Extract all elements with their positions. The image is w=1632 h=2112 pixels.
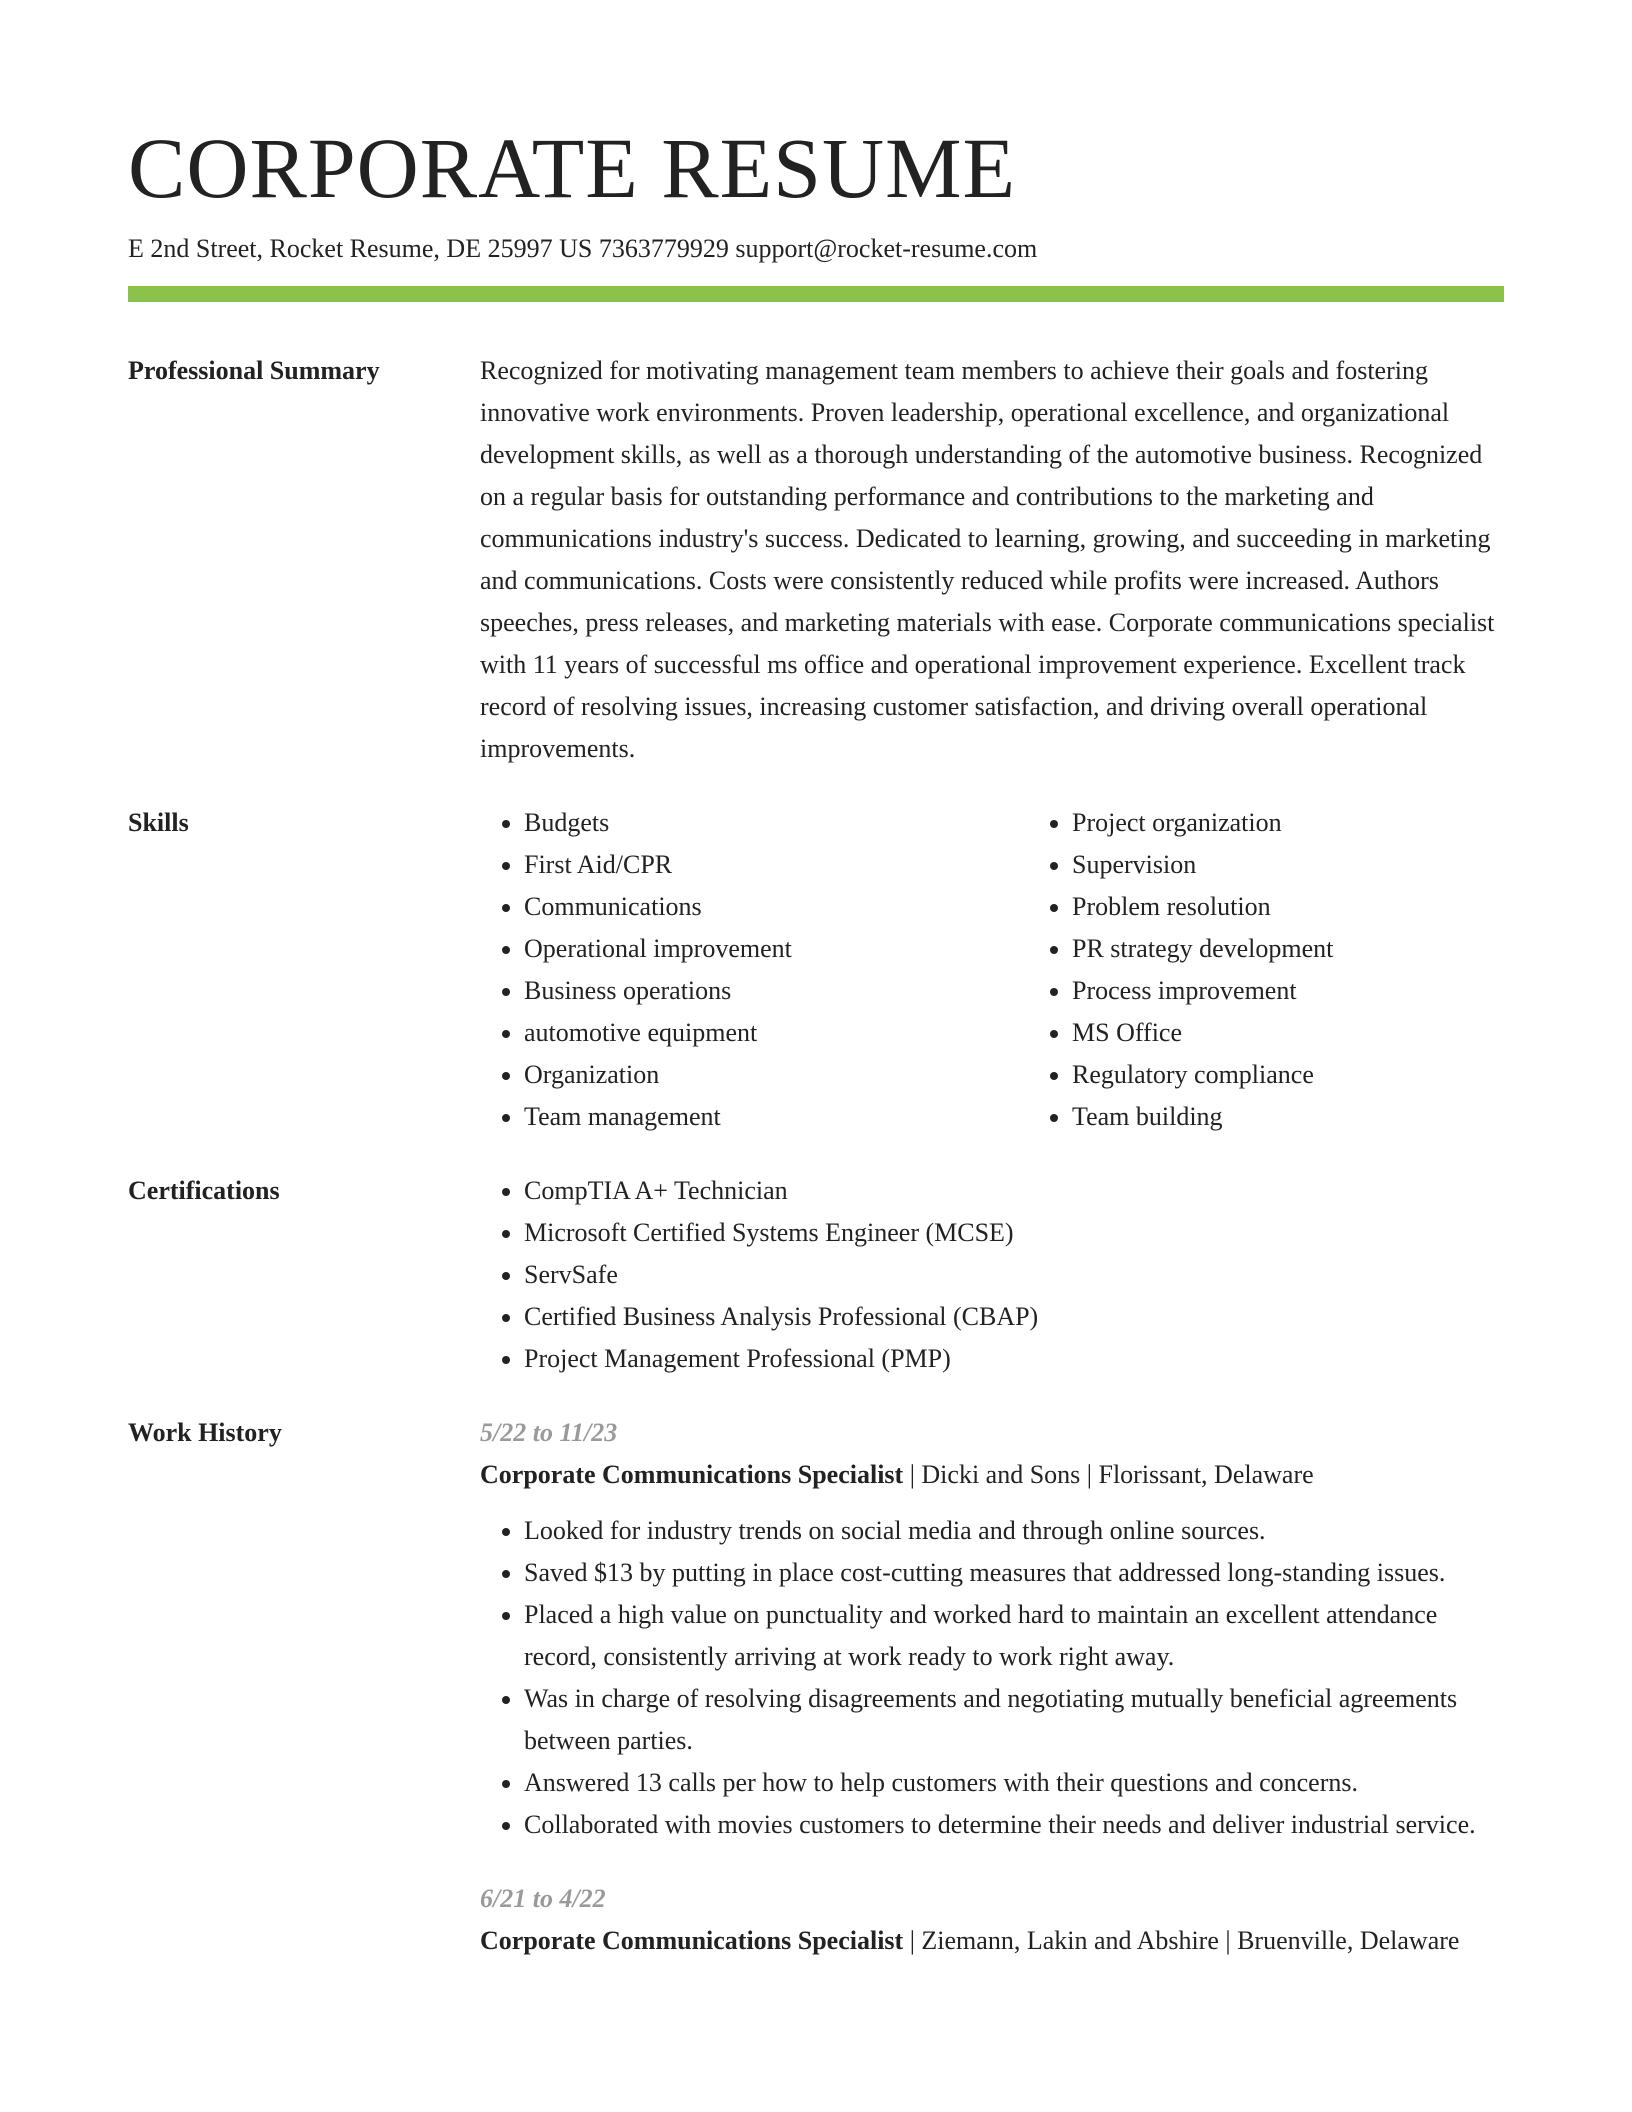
job-bullet: • Answered 13 calls per how to help customers with their questions and concerns. xyxy=(524,1762,1504,1804)
work-history-section xyxy=(128,1412,1504,1962)
job-bullets xyxy=(480,1510,1504,1846)
skills-heading: Skills xyxy=(128,808,189,837)
certification-item: • Certified Business Analysis Professional (CBAP) xyxy=(524,1296,1504,1338)
job-bullet: • Saved $13 by putting in place cost-cutting measures that addressed long-standing issues. xyxy=(524,1552,1504,1594)
summary-section xyxy=(128,350,1504,770)
skill-item: • Process improvement xyxy=(1072,970,1576,1012)
summary-text: Recognized for motivating management team members to achieve their goals and fostering innovative work environments. Proven leadership, operational excellence, and organizational development skills, as well as a thorough understanding of the automotive business. Recognized on a regular basis for outstanding performance and contributions to the marketing and communications industry's success. Dedicated to learning, growing, and succeeding in marketing and communications. Costs were consistently reduced while profits were increased. Authors speeches, press releases, and marketing materials with ease. Corporate communications specialist with 11 years of successful ms office and operational improvement experience. Excellent track record of resolving issues, increasing customer satisfaction, and driving overall operational improvements. xyxy=(480,356,1495,763)
summary-body xyxy=(480,350,1504,770)
work-history-body xyxy=(480,1412,1504,1962)
skills-list-left xyxy=(480,802,1028,1138)
resume-title: CORPORATE RESUME xyxy=(128,120,1017,216)
accent-divider xyxy=(128,286,1504,302)
certification-item: • Project Management Professional (PMP) xyxy=(524,1338,1504,1380)
skills-grid xyxy=(480,802,1504,1138)
skill-item: • MS Office xyxy=(1072,1012,1576,1054)
skill-item: • automotive equipment xyxy=(524,1012,1028,1054)
work-history-heading: Work History xyxy=(128,1418,282,1447)
skill-item: • Problem resolution xyxy=(1072,886,1576,928)
certification-item: • ServSafe xyxy=(524,1254,1504,1296)
certifications-list xyxy=(480,1170,1504,1380)
skill-item: • Business operations xyxy=(524,970,1028,1012)
certification-item: • Microsoft Certified Systems Engineer (MCSE) xyxy=(524,1212,1504,1254)
job-bullet: • Looked for industry trends on social media and through online sources. xyxy=(524,1510,1504,1552)
job-bullet: • Was in charge of resolving disagreements and negotiating mutually beneficial agreements between parties. xyxy=(524,1678,1504,1762)
skills-list-right xyxy=(1028,802,1576,1138)
job-title: Corporate Communications Specialist xyxy=(480,1926,904,1955)
skill-item: • Regulatory compliance xyxy=(1072,1054,1576,1096)
certifications-body xyxy=(480,1170,1504,1380)
skill-item: • Organization xyxy=(524,1054,1028,1096)
job-bullet: • Placed a high value on punctuality and worked hard to maintain an excellent attendance record, consistently arriving at work ready to work right away. xyxy=(524,1594,1504,1678)
job-bullet: • Collaborated with movies customers to determine their needs and deliver industrial service. xyxy=(524,1804,1504,1846)
job-entry xyxy=(480,1412,1504,1846)
skills-section xyxy=(128,802,1504,1138)
skill-item: • Project organization xyxy=(1072,802,1576,844)
job-dates: 5/22 to 11/23 xyxy=(480,1418,618,1447)
skill-item: • Team building xyxy=(1072,1096,1576,1138)
certification-item: • CompTIA A+ Technician xyxy=(524,1170,1504,1212)
skills-body xyxy=(480,802,1504,1138)
skill-item: • First Aid/CPR xyxy=(524,844,1028,886)
job-employer-location: | Dicki and Sons | Florissant, Delaware xyxy=(903,1460,1314,1489)
skill-item: • Team management xyxy=(524,1096,1028,1138)
skill-item: • Operational improvement xyxy=(524,928,1028,970)
resume-content xyxy=(128,350,1504,1962)
skill-item: • Budgets xyxy=(524,802,1028,844)
job-dates: 6/21 to 4/22 xyxy=(480,1884,606,1913)
job-employer-location: | Ziemann, Lakin and Abshire | Bruenville, Delaware xyxy=(903,1926,1460,1955)
skill-item: • Communications xyxy=(524,886,1028,928)
job-title: Corporate Communications Specialist xyxy=(480,1460,904,1489)
certifications-heading: Certifications xyxy=(128,1176,280,1205)
skill-item: • PR strategy development xyxy=(1072,928,1576,970)
job-title-line xyxy=(480,1454,1504,1496)
contact-line: E 2nd Street, Rocket Resume, DE 25997 US 7363779929 support@rocket-resume.com xyxy=(128,234,1038,263)
summary-heading: Professional Summary xyxy=(128,356,380,385)
job-title-line xyxy=(480,1920,1504,1962)
certifications-section xyxy=(128,1170,1504,1380)
skill-item: • Supervision xyxy=(1072,844,1576,886)
job-entry xyxy=(480,1878,1504,1962)
